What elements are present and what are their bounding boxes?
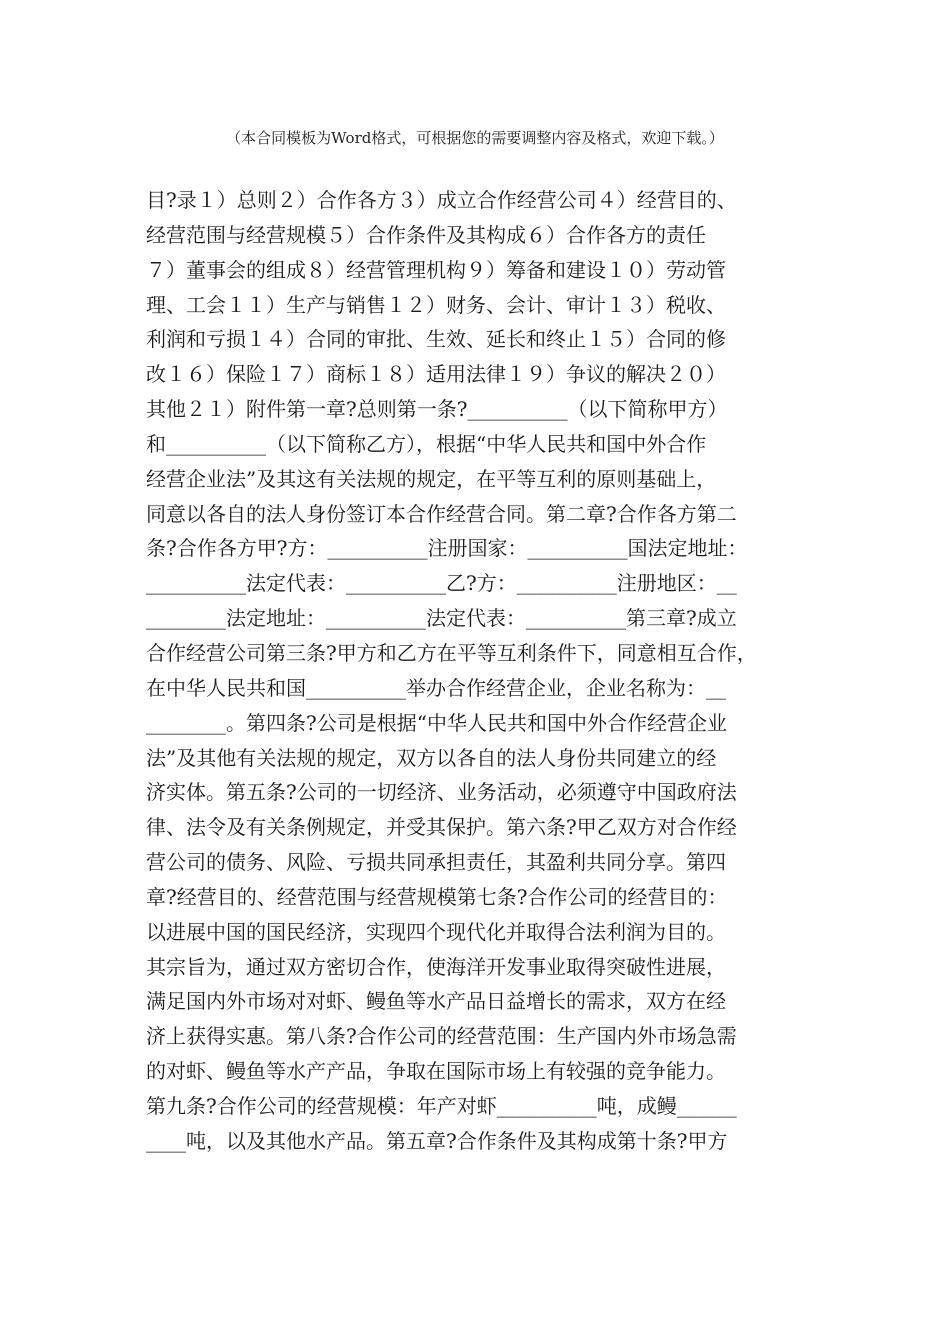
body-line: __________法定代表：__________乙?方：__________注册地区：__: [146, 571, 737, 596]
body-line: 第九条?合作公司的经营规模：年产对虾__________吨，成鳗______: [146, 1093, 737, 1118]
body-line: 的对虾、鳗鱼等水产产品，争取在国际市场上有较强的竞争能力。: [146, 1059, 726, 1084]
body-line: 律、法令及有关条例规定，并受其保护。第六条?甲乙双方对合作经: [146, 815, 737, 840]
body-line: 理、工会１１）生产与销售１２）财务、会计、审计１３）税收、: [146, 292, 726, 317]
body-line: 其他２１）附件第一章?总则第一条?__________（以下简称甲方）: [146, 397, 728, 422]
body-line: 济上获得实惠。第八条?合作公司的经营范围：生产国内外市场急需: [146, 1024, 737, 1049]
body-line: 同意以各自的法人身份签订本合作经营合同。第二章?合作各方第二: [146, 501, 737, 526]
body-line: 以进展中国的国民经济，实现四个现代化并取得合法利润为目的。: [146, 919, 726, 944]
body-line: 改１６）保险１７）商标１８）适用法律１９）争议的解决２０）: [146, 362, 726, 387]
body-line: ________。第四条?公司是根据“中华人民共和国中外合作经营企业: [146, 710, 727, 735]
body-line: 满足国内外市场对对虾、鳗鱼等水产品日益增长的需求，双方在经: [146, 989, 726, 1014]
body-line: 营公司的债务、风险、亏损共同承担责任，其盈利共同分享。第四: [146, 850, 726, 875]
body-line: 在中华人民共和国__________举办合作经营企业，企业名称为：__: [146, 675, 726, 700]
body-line: 利润和亏损１４）合同的审批、生效、延长和终止１５）合同的修: [146, 327, 726, 352]
body-line: ____吨，以及其他水产品。第五章?合作条件及其构成第十条?甲方: [146, 1128, 728, 1153]
template-note: （本合同模板为Word格式，可根据您的需要调整内容及格式，欢迎下载。）: [226, 129, 724, 147]
body-line: 其宗旨为，通过双方密切合作，使海洋开发事业取得突破性进展，: [146, 954, 726, 979]
body-line: 经营企业法”及其这有关法规的规定，在平等互利的原则基础上，: [146, 466, 717, 491]
contract-body: [146, 183, 816, 1159]
body-line: 法”及其他有关法规的规定，双方以各自的法人身份共同建立的经: [146, 745, 717, 770]
body-line: ________法定地址：__________法定代表：__________第三章?成立: [146, 606, 737, 631]
body-line: 目?录１）总则２）合作各方３）成立合作经营公司４）经营目的、: [146, 188, 737, 212]
body-line: 章?经营目的、经营范围与经营规模第七条?合作公司的经营目的：: [146, 884, 728, 909]
body-line: 合作经营公司第三条?甲方和乙方在平等互利条件下，同意相互合作，: [146, 640, 757, 665]
body-line: 济实体。第五条?公司的一切经济、业务活动，必须遵守中国政府法: [146, 780, 737, 805]
body-line: 和__________（以下简称乙方），根据“中华人民共和国中外合作: [146, 431, 707, 456]
body-line: 经营范围与经营规模５）合作条件及其构成６）合作各方的责任: [146, 222, 706, 247]
body-line: 条?合作各方甲?方：__________注册国家：__________国法定地址：: [146, 536, 748, 561]
body-line: ７）董事会的组成８）经营管理机构９）筹备和建设１０）劳动管: [146, 257, 726, 282]
